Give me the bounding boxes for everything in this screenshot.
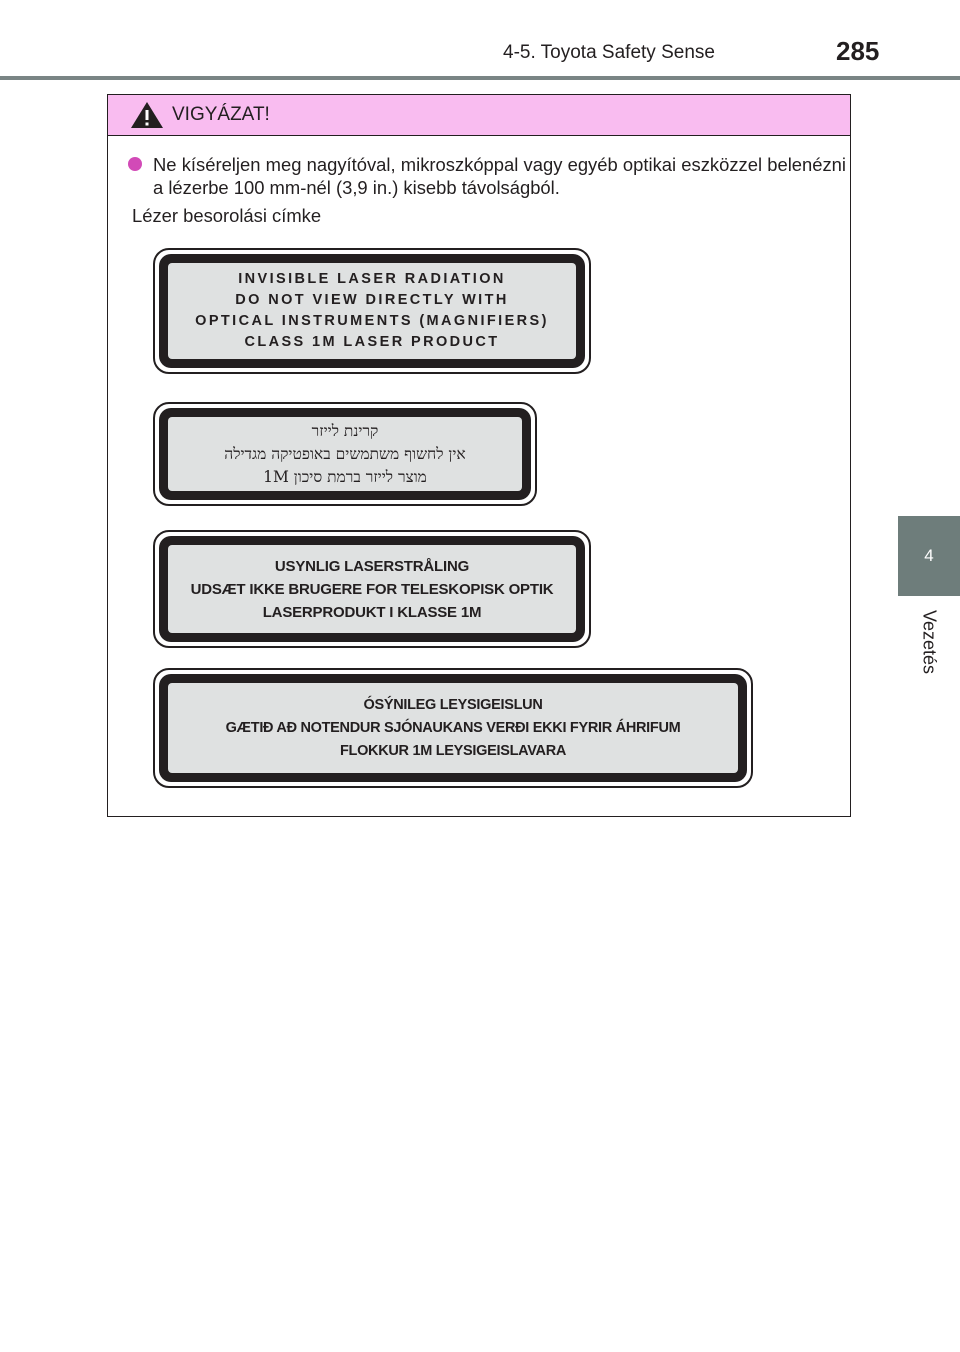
- laser-label-danish: [153, 530, 591, 648]
- page-number: 285: [836, 36, 880, 66]
- label-line: GÆTIÐ AÐ NOTENDUR SJÓNAUKANS VERÐI EKKI FYRIR ÁHRIFUM: [225, 719, 681, 736]
- laser-label-hebrew: [153, 402, 537, 506]
- label-line: ÓSÝNILEG LEYSIGEISLUN: [363, 696, 543, 713]
- warning-header: [108, 95, 850, 136]
- label-line: DO NOT VIEW DIRECTLY WITH: [235, 292, 509, 308]
- bullet-icon: [128, 157, 142, 171]
- label-line: אין לחשוף משתמשים באופטיקה מגדילה: [224, 444, 466, 463]
- label-line: USYNLIG LASERSTRÅLING: [274, 557, 470, 575]
- label-line: LASERPRODUKT I KLASSE 1M: [262, 603, 482, 621]
- bullet-text: Ne kíséreljen meg nagyítóval, mikroszkóppal vagy egyéb optikai eszközzel belenézni a lézerbe 100 mm-nél (3,9 in.) kisebb távolságból.: [153, 154, 846, 198]
- label-line: CLASS 1M LASER PRODUCT: [244, 334, 500, 350]
- header-divider: [0, 76, 960, 80]
- chapter-tab[interactable]: [898, 516, 960, 596]
- warning-box: [107, 94, 851, 817]
- label-line: קרינת לייזר: [311, 421, 379, 440]
- label-line: OPTICAL INSTRUMENTS (MAGNIFIERS): [195, 313, 549, 329]
- section-title: 4-5. Toyota Safety Sense: [503, 42, 715, 63]
- laser-label-icelandic: [153, 668, 753, 788]
- warning-bullet: [128, 153, 846, 199]
- label-caption: Lézer besorolási címke: [132, 205, 322, 226]
- laser-label-english: [153, 248, 591, 374]
- chapter-number: 4: [924, 546, 934, 565]
- warning-title: VIGYÁZAT!: [172, 104, 270, 125]
- label-line: FLOKKUR 1M LEYSIGEISLAVARA: [339, 742, 567, 759]
- chapter-title: Vezetés: [919, 609, 940, 675]
- label-line: INVISIBLE LASER RADIATION: [238, 271, 506, 287]
- warning-triangle-icon: [130, 101, 164, 129]
- label-line: UDSÆT IKKE BRUGERE FOR TELESKOPISK OPTIK: [190, 580, 554, 598]
- label-line: מוצר לייזר ברמת סיכון 1M: [263, 467, 427, 486]
